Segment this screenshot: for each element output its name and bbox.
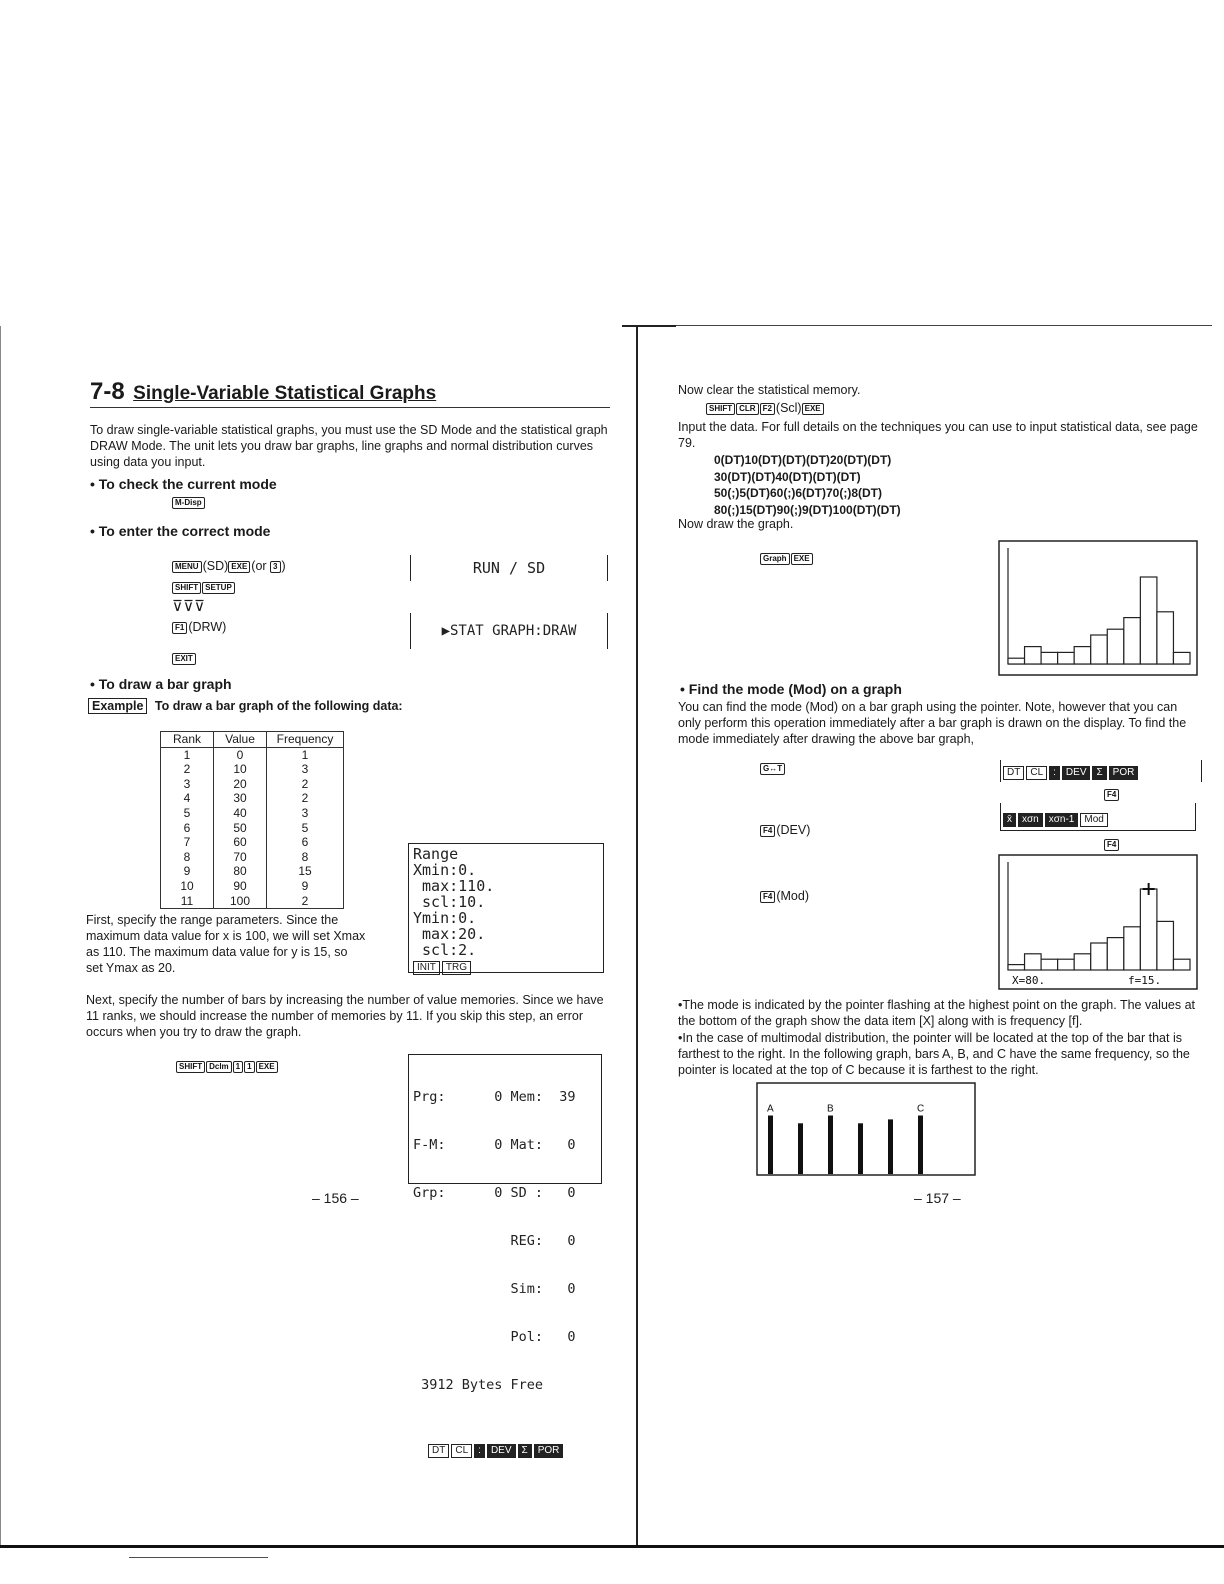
- memory-line: Prg: 0 Mem: 39: [413, 1089, 576, 1105]
- range-line: scl:10.: [413, 893, 486, 911]
- page-number-left: – 156 –: [312, 1190, 359, 1206]
- table-cell: 6: [161, 821, 214, 836]
- footnote-underline: [129, 1557, 268, 1558]
- bar: [1124, 927, 1141, 970]
- bar-graph-heading: • To draw a bar graph: [90, 676, 232, 692]
- softkey-dt: DT: [428, 1444, 449, 1458]
- table-row: [161, 879, 344, 894]
- softkey-colon: :: [1049, 766, 1060, 780]
- bar: [888, 1119, 893, 1174]
- softkey-dt: DT: [1003, 766, 1024, 780]
- memory-line: 3912 Bytes Free: [413, 1377, 544, 1393]
- table-cell: 3: [267, 762, 344, 777]
- data-table-wrap: [160, 731, 344, 909]
- table-cell: 40: [214, 806, 267, 821]
- table-header: Rank: [161, 732, 214, 748]
- softkey-por: POR: [534, 1444, 564, 1458]
- example-line: [88, 699, 403, 713]
- section-header-rule: [90, 407, 610, 408]
- mod-readout-f: f=15.: [1128, 974, 1162, 987]
- table-cell: 2: [267, 777, 344, 792]
- range-line: max:20.: [413, 925, 486, 943]
- spine-tick: [622, 325, 676, 327]
- table-cell: 11: [161, 894, 214, 909]
- table-cell: 9: [267, 879, 344, 894]
- mode-heading: • Find the mode (Mod) on a graph: [680, 681, 902, 697]
- range-line: Xmin:0.: [413, 861, 477, 879]
- gt-key: G↔T: [760, 760, 786, 778]
- screen-run-sd: RUN / SD: [410, 555, 608, 581]
- table-cell: 15: [267, 864, 344, 879]
- table-cell: 6: [267, 835, 344, 850]
- range-paragraph: First, specify the range parameters. Since the maximum data value for x is 100, we will set Xmax as 110. The maximum data value for y is 15, so set Ymax as 20.: [86, 913, 366, 975]
- bar: [1173, 652, 1190, 664]
- bar: [798, 1123, 803, 1174]
- softkey-mean: x̄: [1003, 813, 1016, 827]
- example-label: Example: [88, 698, 147, 714]
- input-line: 30(DT)(DT)40(DT)(DT)(DT): [714, 469, 861, 484]
- bottom-rule: [0, 1545, 1224, 1548]
- table-cell: 60: [214, 835, 267, 850]
- table-cell: 1: [267, 747, 344, 762]
- table-cell: 70: [214, 850, 267, 865]
- table-cell: 10: [161, 879, 214, 894]
- graph-keys: Graph EXE: [760, 550, 814, 568]
- bar: [1025, 954, 1042, 970]
- section-number: 7-8: [90, 378, 125, 405]
- softkey-sigma: Σ: [518, 1444, 532, 1458]
- softkey-init: INIT: [413, 961, 440, 975]
- cursor-down-keys: ⊽⊽⊽: [172, 598, 205, 615]
- bar: [1107, 938, 1124, 970]
- bar: [1041, 652, 1058, 664]
- softkey-xsn: xσn: [1018, 813, 1043, 827]
- data-table: [160, 731, 344, 909]
- table-cell: 10: [214, 762, 267, 777]
- memory-line: F-M: 0 Mat: 0: [413, 1137, 576, 1153]
- softkey-trg: TRG: [442, 961, 471, 975]
- multimodal-graph: [756, 1082, 978, 1178]
- mode-graph-screen: [998, 854, 1198, 990]
- clear-keys: SHIFT CLR F2 (Scl) EXE: [706, 400, 825, 416]
- bar: [828, 1116, 833, 1175]
- input-lines: [714, 452, 901, 518]
- table-cell: 80: [214, 864, 267, 879]
- softkey-row-top: [1000, 760, 1202, 782]
- input-line: 80(;)15(DT)90(;)9(DT)100(DT)(DT): [714, 502, 901, 517]
- table-cell: 30: [214, 791, 267, 806]
- bar: [858, 1123, 863, 1174]
- table-row: [161, 762, 344, 777]
- table-cell: 2: [267, 894, 344, 909]
- range-line: Ymin:0.: [413, 909, 477, 927]
- softkey-dev: DEV: [487, 1444, 516, 1458]
- enter-step-2: SHIFT SETUP: [172, 579, 236, 597]
- exit-key: EXIT: [172, 650, 197, 668]
- table-cell: 0: [214, 747, 267, 762]
- bar: [1008, 965, 1025, 970]
- memory-line: Pol: 0: [413, 1329, 576, 1345]
- table-cell: 1: [161, 747, 214, 762]
- softkey-sigma: Σ: [1092, 766, 1106, 780]
- mod-readout-x: X=80.: [1012, 974, 1046, 987]
- table-cell: 3: [267, 806, 344, 821]
- table-row: [161, 747, 344, 762]
- range-screen: [408, 843, 604, 973]
- table-cell: 50: [214, 821, 267, 836]
- table-cell: 100: [214, 894, 267, 909]
- example-text: To draw a bar graph of the following data:: [154, 699, 403, 713]
- table-cell: 8: [267, 850, 344, 865]
- bar: [1058, 652, 1075, 664]
- table-row: [161, 791, 344, 806]
- bar: [1091, 635, 1108, 664]
- section-title: Single-Variable Statistical Graphs: [133, 383, 437, 404]
- section-header: [90, 378, 610, 406]
- memory-line: Sim: 0: [413, 1281, 576, 1297]
- memory-keys: SHIFT Dclm 1 1 EXE: [176, 1058, 279, 1076]
- bar: [1157, 612, 1174, 664]
- enter-step-4: F1 (DRW): [172, 619, 226, 635]
- bar: [1008, 658, 1025, 664]
- table-cell: 2: [267, 791, 344, 806]
- draw-text: Now draw the graph.: [678, 517, 794, 531]
- table-row: [161, 806, 344, 821]
- f4-marker-2: F4: [1104, 836, 1120, 854]
- bullet-1: •The mode is indicated by the pointer flashing at the highest point on the graph. The values at the bottom of the graph show the data item [X] along with is frequency [f].: [678, 998, 1195, 1028]
- table-cell: 7: [161, 835, 214, 850]
- table-row: [161, 821, 344, 836]
- table-cell: 20: [214, 777, 267, 792]
- clear-text: Now clear the statistical memory.: [678, 383, 861, 397]
- softkey-dev: DEV: [1062, 766, 1091, 780]
- memory-line: REG: 0: [413, 1233, 576, 1249]
- softkey-cl: CL: [1026, 766, 1047, 780]
- bar: [918, 1116, 923, 1175]
- softkey-row-dev: [1000, 803, 1196, 831]
- enter-step-1: MENU (SD) EXE (or 3 ): [172, 558, 286, 574]
- range-title: Range: [413, 845, 459, 863]
- softkey-mod: Mod: [1080, 813, 1107, 827]
- memory-line: Grp: 0 SD : 0: [413, 1185, 576, 1201]
- mod-step: F4 (Mod): [760, 888, 809, 904]
- bar: [1041, 959, 1058, 970]
- bar: [1091, 943, 1108, 970]
- bar: [1074, 954, 1091, 970]
- left-edge-rule: [0, 326, 1, 1546]
- graph-frame: [757, 1083, 975, 1175]
- bar-label: B: [827, 1103, 834, 1115]
- bar: [768, 1116, 773, 1175]
- input-line: 50(;)5(DT)60(;)6(DT)70(;)8(DT): [714, 486, 882, 500]
- table-header: Frequency: [267, 732, 344, 748]
- table-row: [161, 777, 344, 792]
- softkey-xsn1: xσn-1: [1045, 813, 1079, 827]
- screen-stat-graph: ▶STAT GRAPH:DRAW: [410, 613, 608, 649]
- bullet-2: •In the case of multimodal distribution, the pointer will be located at the top of the bar that is farthest to the right. In the following graph, bars A, B, and C have the same frequency, so the pointer is located at the top of C because it is farthest to the right.: [678, 1031, 1190, 1077]
- table-cell: 2: [161, 762, 214, 777]
- bar-graph-screen: [998, 540, 1198, 676]
- table-header: Value: [214, 732, 267, 748]
- bar: [1140, 577, 1157, 664]
- check-mode-key: M-Disp: [172, 494, 206, 512]
- table-cell: 3: [161, 777, 214, 792]
- dev-step: F4 (DEV): [760, 822, 810, 838]
- bar: [1025, 647, 1042, 664]
- table-cell: 9: [161, 864, 214, 879]
- mode-paragraph: You can find the mode (Mod) on a bar graph using the pointer. Note, however that you can only perform this operation immediately after a bar graph is drawn on the display. To find the mode immediately after drawing the above bar graph,: [678, 700, 1187, 746]
- table-cell: 8: [161, 850, 214, 865]
- table-cell: 5: [161, 806, 214, 821]
- range-line: scl:2.: [413, 941, 477, 959]
- range-line: max:110.: [413, 877, 495, 895]
- bar: [1173, 959, 1190, 970]
- table-row: [161, 894, 344, 909]
- table-cell: 5: [267, 821, 344, 836]
- input-line: 0(DT)10(DT)(DT)(DT)20(DT)(DT): [714, 453, 892, 467]
- enter-mode-heading: • To enter the correct mode: [90, 523, 271, 539]
- right-top-rule: [676, 325, 1212, 326]
- check-mode-heading: • To check the current mode: [90, 476, 277, 492]
- bar-label: C: [917, 1103, 925, 1115]
- softkey-colon: :: [474, 1444, 485, 1458]
- page-number-right: – 157 –: [914, 1190, 961, 1206]
- bar: [1124, 618, 1141, 664]
- table-row: [161, 850, 344, 865]
- table-cell: 90: [214, 879, 267, 894]
- bar: [1140, 889, 1157, 970]
- memory-screen: [408, 1054, 602, 1456]
- softkey-cl: CL: [451, 1444, 472, 1458]
- bar: [1157, 921, 1174, 970]
- softkey-por: POR: [1109, 766, 1139, 780]
- bar-label: A: [767, 1103, 774, 1115]
- intro-paragraph: To draw single-variable statistical graphs, you must use the SD Mode and the statistical graph DRAW Mode. The unit lets you draw bar graphs, line graphs and normal distribution curves using data you input.: [90, 423, 608, 469]
- table-row: [161, 864, 344, 879]
- spine-rule: [636, 326, 638, 1548]
- bar: [1058, 959, 1075, 970]
- bar: [1074, 647, 1091, 664]
- f4-marker-1: F4: [1104, 786, 1120, 804]
- memories-paragraph: Next, specify the number of bars by increasing the number of value memories. Since we have 11 ranks, we should increase the number of memories by 11. If you skip this step, an error occurs when you try to draw the graph.: [86, 993, 604, 1039]
- input-text: Input the data. For full details on the techniques you can use to input statistical data, see page 79.: [678, 420, 1198, 450]
- bar: [1107, 629, 1124, 664]
- table-row: [161, 835, 344, 850]
- table-cell: 4: [161, 791, 214, 806]
